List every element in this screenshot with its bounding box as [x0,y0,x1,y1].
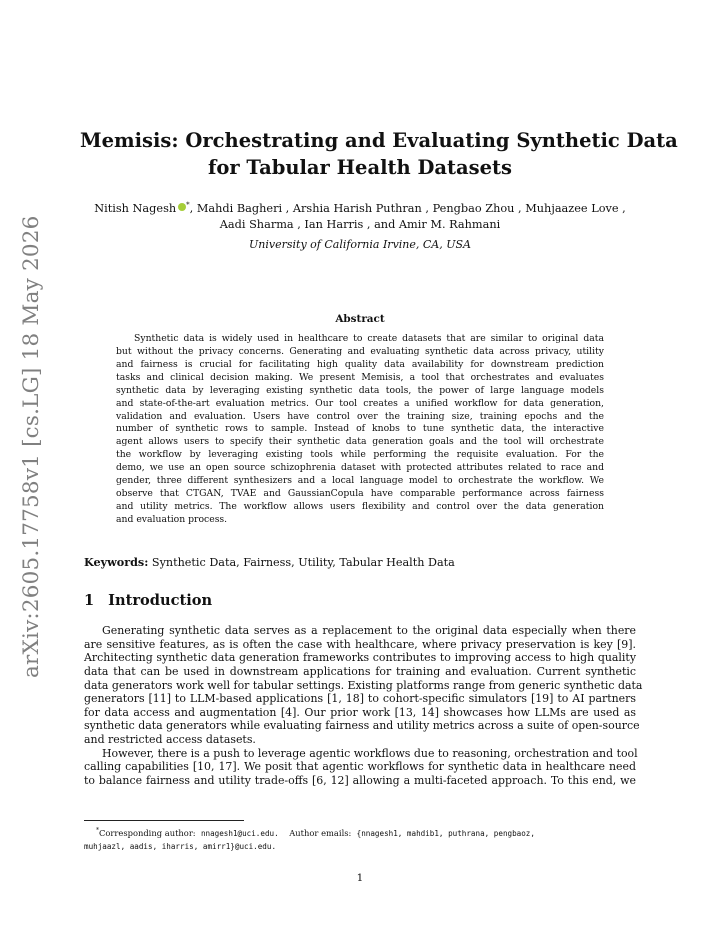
text-line: to balance fairness and utility trade-offs [6, 12] allowing a multi-faceted approach. To this end, we [84,773,636,787]
text-line: but without the privacy concerns. Generating and evaluating synthetic data across privacy, utility [116,345,604,357]
footnote [84,824,640,853]
text-line: Architecting synthetic data generation frameworks contributes to improving access to high quality [84,651,636,665]
keywords-text: Synthetic Data, Fairness, Utility, Tabular Health Data [151,556,455,569]
abstract-heading: Abstract [335,313,385,325]
text-line: calling capabilities [10, 17]. We posit that agentic workflows for synthetic data in healthcare need [84,760,636,774]
text-line: gender, three different synthesizers and a local language model to orchestrate the workflow. We [116,475,604,487]
affiliation: University of California Irvine, CA, USA [249,238,471,251]
orcid-icon[interactable] [178,203,186,211]
page-title [80,127,678,181]
author-names: , Mahdi Bagheri , Arshia Harish Puthran , Pengbao Zhou , Muhjaazee Love , [189,201,626,215]
text-line: and restricted access datasets. [84,733,256,746]
text-line: synthetic data by leveraging existing synthetic data tools, the power of large language models [116,384,604,396]
text-line: data that can be used in downstream applications for training and evaluation. Current synthetic [84,664,636,678]
author-line [80,197,640,217]
corresponding-email-link[interactable]: nnagesh1@uci.edu. [200,828,279,838]
first-author: Nitish Nagesh [94,201,177,215]
text-line: data generators work well for tabular settings. Existing platforms range from generic synthetic data [84,678,643,692]
section-number: 1 [84,592,95,609]
author-emails-link[interactable]: {nnagesh1, mahdib1, puthrana, pengbaoz, [356,828,535,838]
author-emails-link[interactable]: muhjaazl, aadis, iharris, amirr1}@uci.edu. [84,841,277,851]
corresponding-label: Corresponding author: [99,827,196,838]
text-line: and utility metrics. The workflow allows users flexibility and control over the data generation [116,500,604,512]
emails-label: Author emails: [289,827,352,838]
footnote-line [84,824,640,840]
arxiv-stamp: arXiv:2605.17758v1 [cs.LG] 18 May 2026 [19,215,44,678]
keywords [84,555,636,569]
text-line: the workflow by leveraging existing tools while performing the requisite evaluation. For the [116,449,604,461]
page-number: 1 [356,872,364,884]
text-line: Synthetic data is widely used in healthcare to create datasets that are similar to original data [134,333,604,344]
text-line: observe that CTGAN, TVAE and GaussianCopula have comparable performance across fairness [116,488,604,500]
abstract-body [116,333,604,527]
text-line: agent allows users to specify their synthetic data generation goals and the tool will orchestrate [116,436,604,448]
text-line: for data access and augmentation [4]. Our prior work [13, 14] showcases how LLMs are used as [84,705,636,719]
text-line: and evaluation process. [116,513,228,525]
text-line: Generating synthetic data serves as a replacement to the original data especially when there [102,624,636,637]
corresponding-mark: * [186,201,190,209]
text-line: and fairness is crucial for facilitating high quality data availability for downstream prediction [116,358,604,370]
section-heading [84,592,212,609]
introduction-body [84,624,643,788]
text-line: and state-of-the-art evaluation metrics. Our tool creates a unified workflow for data generation, [116,397,604,409]
keywords-label: Keywords: [84,555,149,569]
footnote-rule [84,820,244,821]
author-list [80,197,640,233]
text-line: demo, we use an open source schizophrenia dataset with protected attributes related to race and [116,462,604,474]
title-line: Memisis: Orchestrating and Evaluating Synthetic Data [80,129,678,152]
title-line: for Tabular Health Datasets [207,156,513,179]
text-line: validation and evaluation. Users have control over the training size, training epochs and the [116,410,604,422]
text-line: tasks and clinical decision making. We present Memisis, a tool that orchestrates and evaluates [116,371,604,383]
text-line: synthetic data generators while evaluating fairness and utility metrics across a suite of open-source [84,719,640,733]
section-title: Introduction [108,592,213,609]
author-line: Aadi Sharma , Ian Harris , and Amir M. Rahmani [219,217,501,231]
text-line: number of synthetic rows to sample. Instead of knobs to tune synthetic data, the interactive [116,423,604,435]
text-line: generators [11] to LLM-based applications [1, 18] to cohort-specific simulators [19] to AI partners [84,692,636,706]
footnote-mark: * [96,827,99,834]
text-line: are sensitive features, as is often the case with healthcare, where privacy preservation is key [9]. [84,637,636,651]
text-line: However, there is a push to leverage agentic workflows due to reasoning, orchestration and tool [102,746,638,760]
